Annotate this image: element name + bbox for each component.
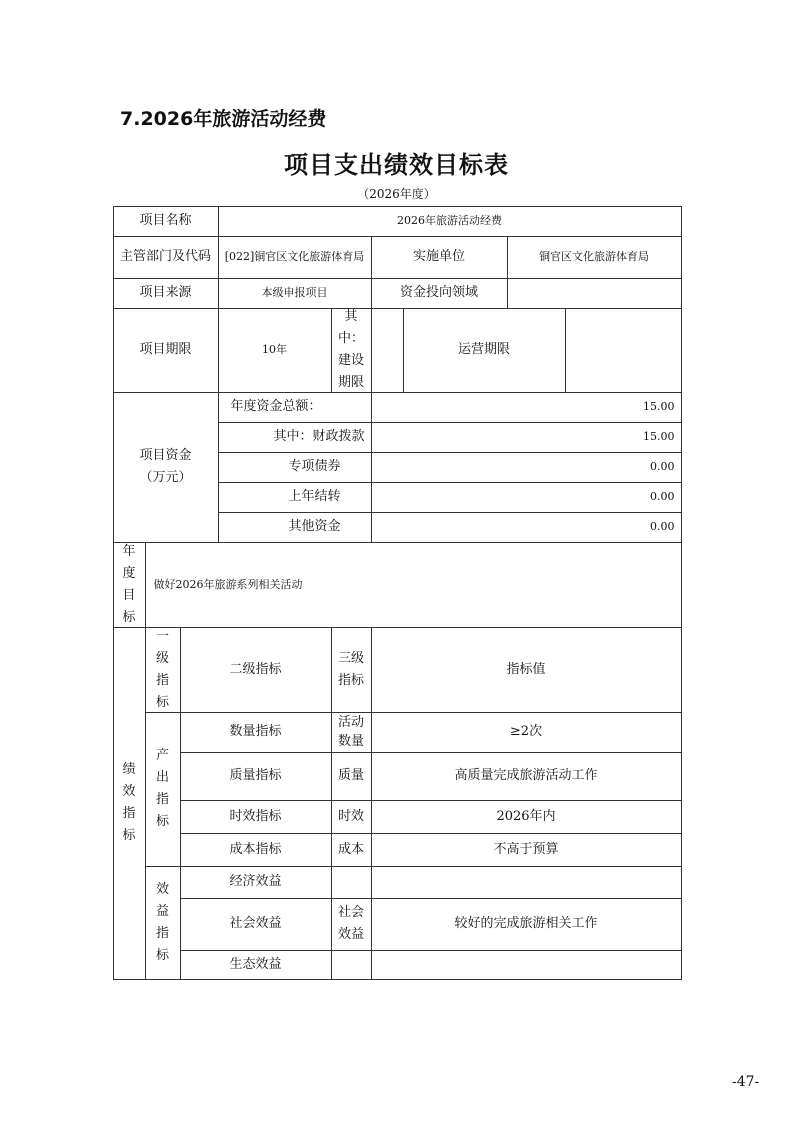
period-label: 项目期限	[113, 308, 219, 393]
perf-row-value: 不高于预算	[371, 833, 682, 867]
funds-other-value: 0.00	[371, 512, 682, 543]
perf-row-level2: 生态效益	[180, 950, 332, 980]
build-period-label: 其中：建设期限	[331, 308, 372, 393]
perf-row-level2: 经济效益	[180, 866, 332, 899]
funds-total-label: 年度资金总额：	[218, 392, 372, 423]
dept-value: [022]铜官区文化旅游体育局	[218, 236, 372, 279]
perf-header-level2: 二级指标	[180, 627, 332, 713]
perf-header-level3: 三级指标	[331, 627, 372, 713]
funds-total-value: 15.00	[371, 392, 682, 423]
perf-row-value: 较好的完成旅游相关工作	[371, 898, 682, 951]
perf-row-level3: 社会效益	[331, 898, 372, 951]
funds-other-label: 其他资金	[218, 512, 372, 543]
perf-row-level2: 时效指标	[180, 800, 332, 834]
source-label: 项目来源	[113, 278, 219, 309]
perf-header-value: 指标值	[371, 627, 682, 713]
funds-label: 项目资金（万元）	[113, 392, 219, 543]
funds-fiscal-value: 15.00	[371, 422, 682, 453]
perf-row-value	[371, 866, 682, 899]
perf-row-level3: 质量	[331, 752, 372, 801]
perf-row-level2: 数量指标	[180, 712, 332, 753]
perf-header-level1: 一级指标	[145, 627, 181, 713]
page-title: 项目支出绩效目标表	[284, 151, 509, 179]
benefit-indicator-label: 效益指标	[145, 866, 181, 980]
project-name-label: 项目名称	[113, 206, 219, 237]
funds-carryover-value: 0.00	[371, 482, 682, 513]
field-value	[507, 278, 682, 309]
perf-row-level2: 质量指标	[180, 752, 332, 801]
funds-fiscal-label: 其中：财政拨款	[218, 422, 372, 453]
field-label: 资金投向领域	[371, 278, 508, 309]
funds-carryover-label: 上年结转	[218, 482, 372, 513]
project-name-value: 2026年旅游活动经费	[218, 206, 682, 237]
perf-row-level3: 活动数量	[331, 712, 372, 753]
perf-row-value: 2026年内	[371, 800, 682, 834]
output-indicator-label: 产出指标	[145, 712, 181, 867]
perf-row-value: ≥2次	[371, 712, 682, 753]
dept-label: 主管部门及代码	[113, 236, 219, 279]
perf-row-level2: 成本指标	[180, 833, 332, 867]
ops-period-value	[565, 308, 682, 393]
annual-goal-label: 年度目标	[113, 542, 146, 628]
perf-row-level3: 时效	[331, 800, 372, 834]
perf-row-level3	[331, 866, 372, 899]
period-value: 10年	[218, 308, 332, 393]
funds-bond-value: 0.00	[371, 452, 682, 483]
year-label: （2026年度）	[357, 187, 436, 201]
annual-goal-value: 做好2026年旅游系列相关活动	[145, 542, 682, 628]
unit-value: 铜官区文化旅游体育局	[507, 236, 682, 279]
section-heading: 7.2026年旅游活动经费	[120, 108, 327, 130]
funds-bond-label: 专项债券	[218, 452, 372, 483]
page-number: -47-	[732, 1074, 760, 1090]
unit-label: 实施单位	[371, 236, 508, 279]
perf-row-level3	[331, 950, 372, 980]
perf-row-level3: 成本	[331, 833, 372, 867]
build-period-value	[371, 308, 404, 393]
source-value: 本级申报项目	[218, 278, 372, 309]
perf-row-value: 高质量完成旅游活动工作	[371, 752, 682, 801]
perf-label: 绩效指标	[113, 627, 146, 980]
perf-row-value	[371, 950, 682, 980]
perf-row-level2: 社会效益	[180, 898, 332, 951]
ops-period-label: 运营期限	[403, 308, 566, 393]
